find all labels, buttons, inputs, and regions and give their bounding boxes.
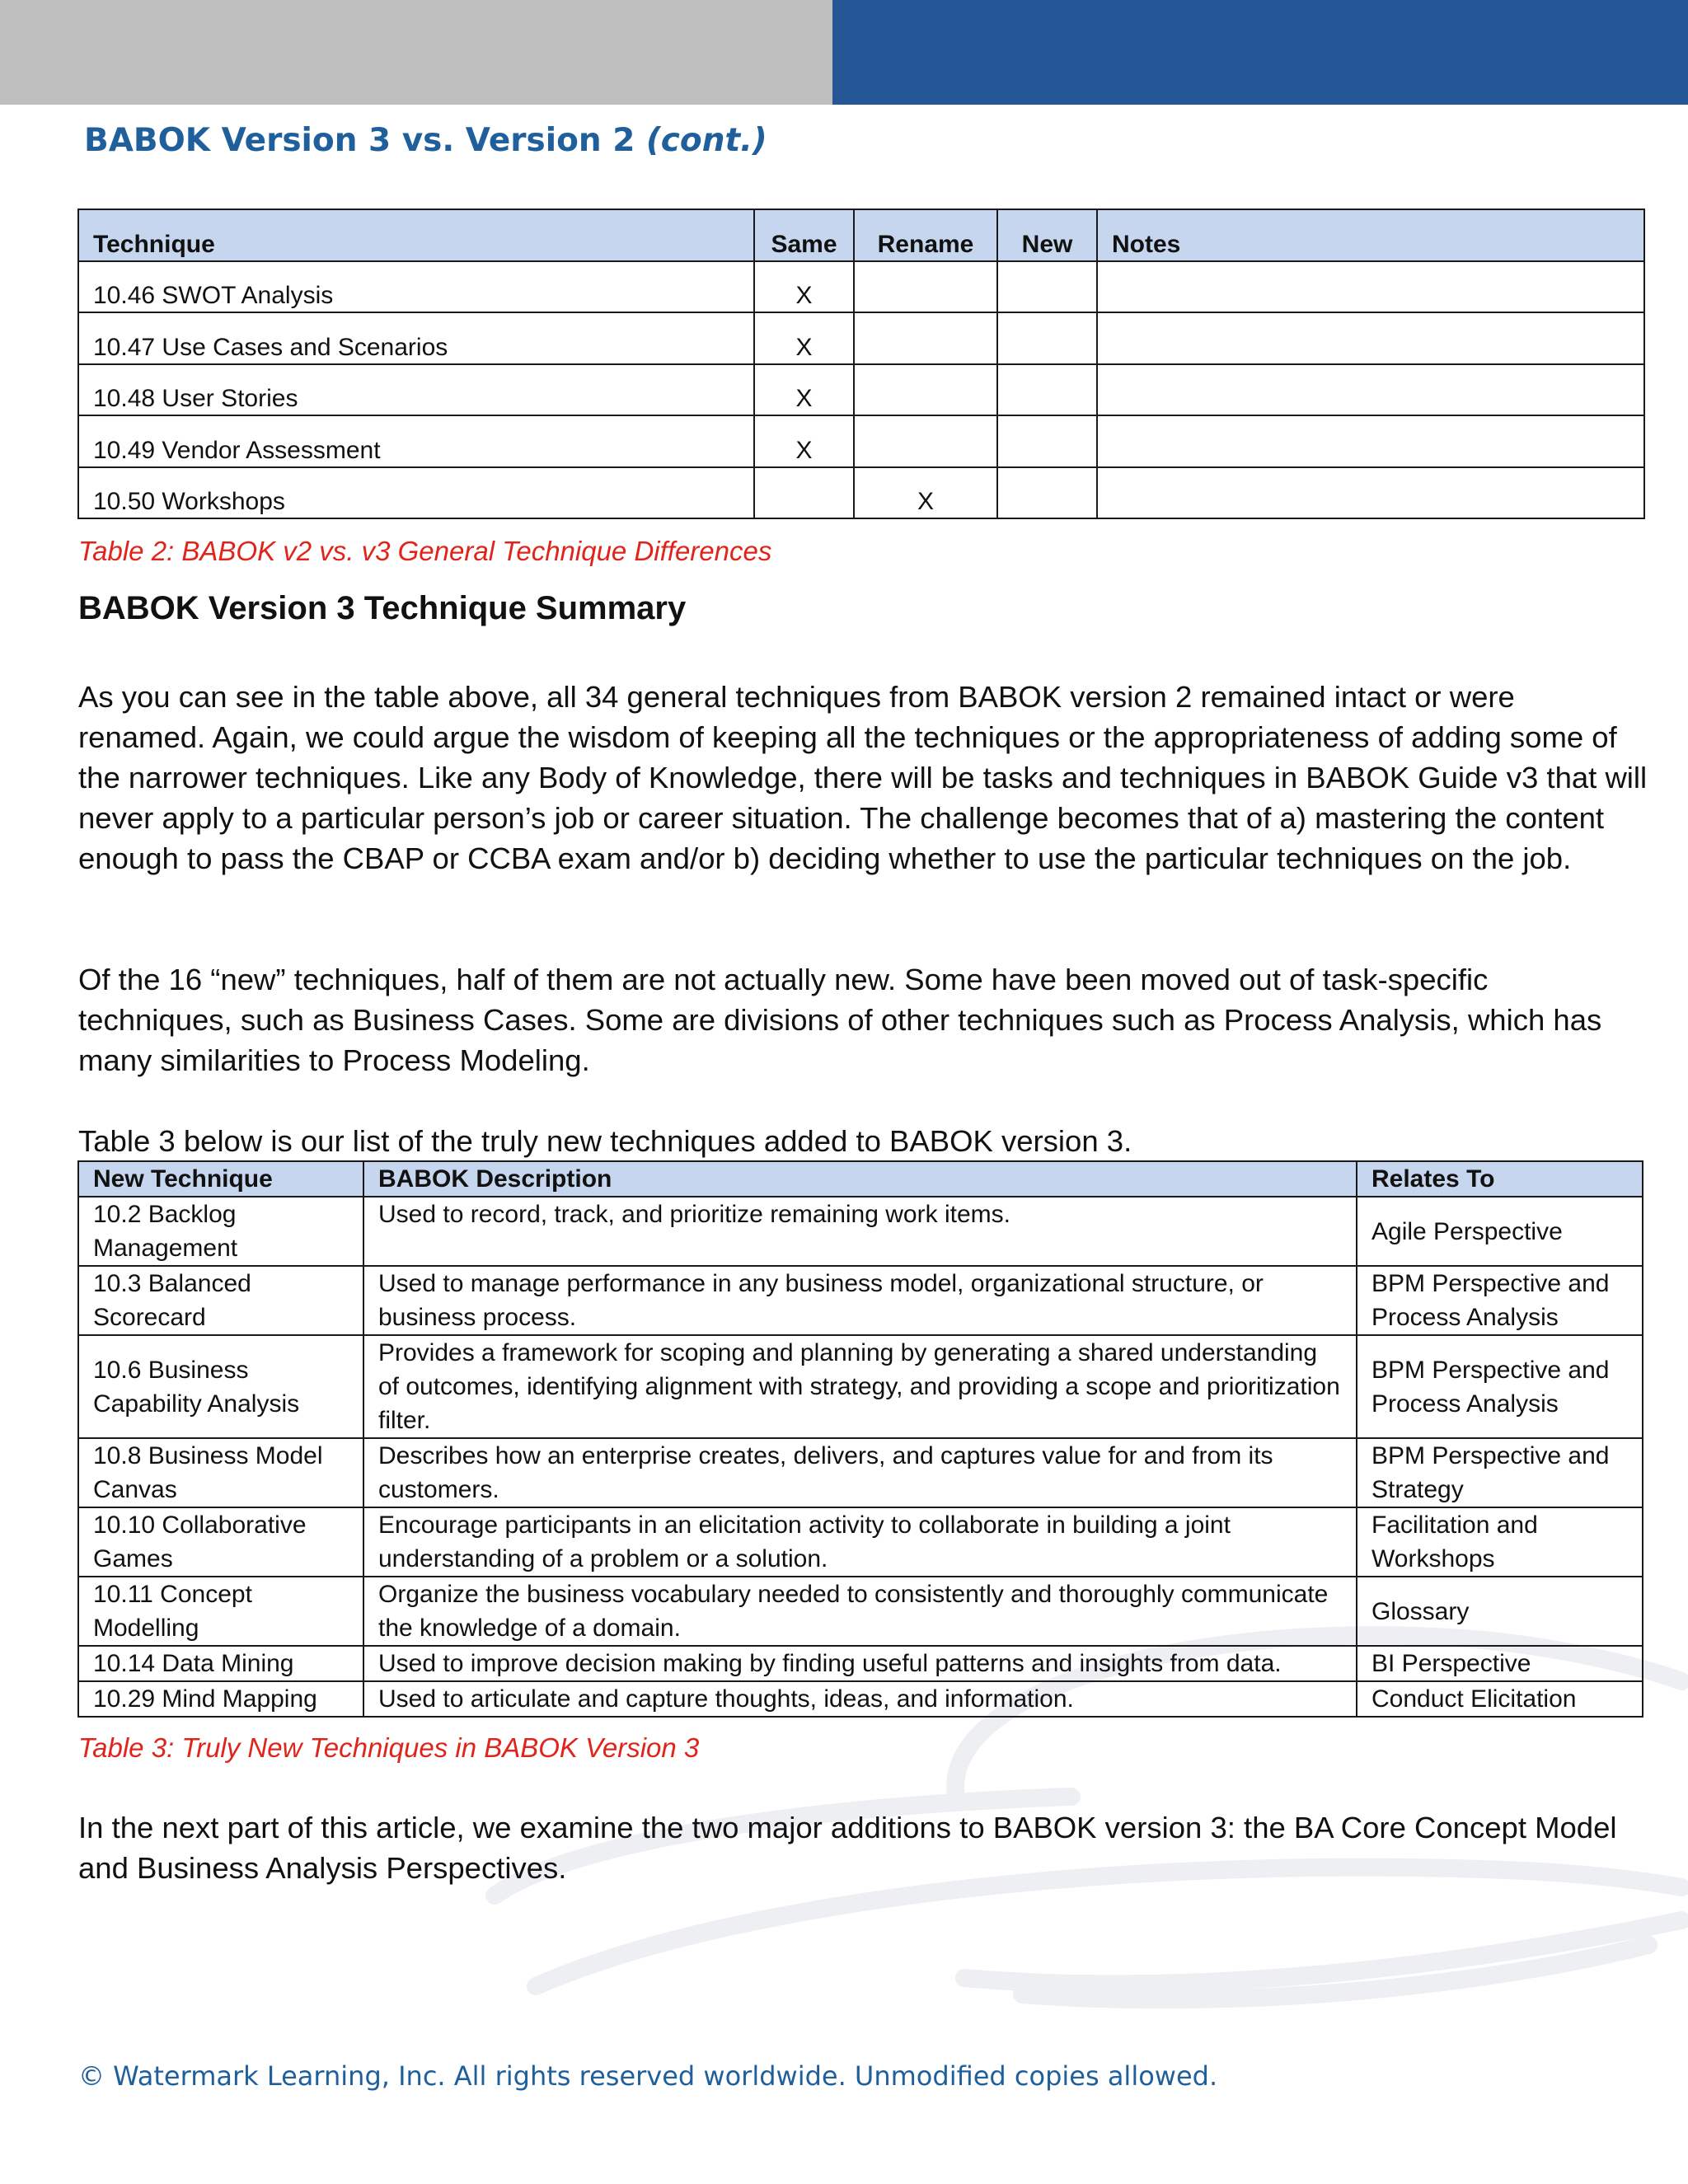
table-cell: Used to articulate and capture thoughts, ideas, and information.	[363, 1681, 1357, 1717]
column-header: New Technique	[78, 1161, 363, 1197]
table-row	[78, 1507, 1643, 1577]
copyright-footer: © Watermark Learning, Inc. All rights reserved worldwide. Unmodified copies allowed.	[78, 2060, 1218, 2092]
table-cell	[1097, 467, 1644, 519]
table-cell: X	[854, 467, 997, 519]
column-header: New	[997, 209, 1097, 261]
table-cell: 10.8 Business Model Canvas	[78, 1438, 363, 1507]
column-header: Technique	[78, 209, 754, 261]
table-cell	[997, 415, 1097, 467]
table-cell: X	[754, 261, 854, 313]
table-cell	[1097, 364, 1644, 416]
table-cell: 10.48 User Stories	[78, 364, 754, 416]
column-header: Rename	[854, 209, 997, 261]
table-cell: 10.46 SWOT Analysis	[78, 261, 754, 313]
table-row	[78, 1646, 1643, 1681]
section-heading: BABOK Version 3 Technique Summary	[78, 590, 687, 626]
new-techniques-table	[77, 1160, 1643, 1718]
table-cell: Organize the business vocabulary needed to consistently and thoroughly communicate the knowledge of a domain.	[363, 1577, 1357, 1646]
paragraph: Table 3 below is our list of the truly new techniques added to BABOK version 3.	[78, 1124, 1132, 1158]
table-cell	[1097, 415, 1644, 467]
table-row	[78, 1438, 1643, 1507]
table-cell: 10.6 Business Capability Analysis	[78, 1335, 363, 1438]
table-row	[78, 1681, 1643, 1717]
table-cell: 10.29 Mind Mapping	[78, 1681, 363, 1717]
table2-caption: Table 2: BABOK v2 vs. v3 General Technique Differences	[78, 536, 772, 566]
header-band-blue	[832, 0, 1688, 105]
table-row	[78, 1577, 1643, 1646]
column-header: Notes	[1097, 209, 1644, 261]
technique-differences-table	[77, 209, 1645, 519]
table-row	[78, 364, 1644, 416]
table-cell: 10.49 Vendor Assessment	[78, 415, 754, 467]
table-cell	[997, 312, 1097, 364]
page-title-suffix: (cont.)	[645, 122, 767, 159]
table-cell: Glossary	[1357, 1577, 1643, 1646]
table-cell	[854, 312, 997, 364]
table-cell: BPM Perspective and Process Analysis	[1357, 1335, 1643, 1438]
table-cell: Used to record, track, and prioritize remaining work items.	[363, 1197, 1357, 1266]
table-cell	[1097, 312, 1644, 364]
table-cell: Used to manage performance in any business model, organizational structure, or business process.	[363, 1266, 1357, 1335]
table-cell	[854, 364, 997, 416]
table-cell: BPM Perspective and Process Analysis	[1357, 1266, 1643, 1335]
table-header-row	[78, 1161, 1643, 1197]
table-row	[78, 1197, 1643, 1266]
table-cell: Facilitation and Workshops	[1357, 1507, 1643, 1577]
table-cell: BPM Perspective and Strategy	[1357, 1438, 1643, 1507]
paragraph: Of the 16 “new” techniques, half of them are not actually new. Some have been moved out of task-specific techniques, such as Business Cases. Some are divisions of other techniques such as Process Analysis, which has many similarities to Process Modeling.	[78, 963, 1602, 1077]
table-cell: 10.10 Collaborative Games	[78, 1507, 363, 1577]
table-row	[78, 1335, 1643, 1438]
table-row	[78, 312, 1644, 364]
table-row	[78, 1266, 1643, 1335]
table-cell	[854, 261, 997, 313]
column-header: Relates To	[1357, 1161, 1643, 1197]
column-header: Same	[754, 209, 854, 261]
column-header: BABOK Description	[363, 1161, 1357, 1197]
paragraph: As you can see in the table above, all 34 general techniques from BABOK version 2 remained intact or were renamed. Again, we could argue the wisdom of keeping all the techniques or the appropriateness of adding some of the narrower techniques. Like any Body of Knowledge, there will be tasks and techniques in BABOK Guide v3 that will never apply to a particular person’s job or career situation. The challenge becomes that of a) mastering the content enough to pass the CBAP or CCBA exam and/or b) deciding whether to use the particular techniques on the job.	[78, 680, 1648, 875]
table-cell: 10.47 Use Cases and Scenarios	[78, 312, 754, 364]
table-cell	[997, 467, 1097, 519]
table-cell	[1097, 261, 1644, 313]
table-cell: Used to improve decision making by finding useful patterns and insights from data.	[363, 1646, 1357, 1681]
table-header-row	[78, 209, 1644, 261]
table-cell: BI Perspective	[1357, 1646, 1643, 1681]
table-cell: 10.11 Concept Modelling	[78, 1577, 363, 1646]
table-cell: 10.2 Backlog Management	[78, 1197, 363, 1266]
table-cell: 10.14 Data Mining	[78, 1646, 363, 1681]
table3-caption: Table 3: Truly New Techniques in BABOK Version 3	[78, 1732, 700, 1763]
table-row	[78, 261, 1644, 313]
table-row	[78, 415, 1644, 467]
page-title: BABOK Version 3 vs. Version 2 (cont.)	[84, 122, 767, 159]
table-cell: Describes how an enterprise creates, delivers, and captures value for and from its customers.	[363, 1438, 1357, 1507]
header-band-gray	[0, 0, 832, 105]
table-cell: Provides a framework for scoping and planning by generating a shared understanding of outcomes, identifying alignment with strategy, and providing a scope and prioritization filter.	[363, 1335, 1357, 1438]
table-cell	[997, 364, 1097, 416]
table-cell	[854, 415, 997, 467]
table-cell: Encourage participants in an elicitation activity to collaborate in building a joint understanding of a problem or a solution.	[363, 1507, 1357, 1577]
table-cell: X	[754, 312, 854, 364]
table-cell	[754, 467, 854, 519]
table-row	[78, 467, 1644, 519]
table-cell: Agile Perspective	[1357, 1197, 1643, 1266]
table-cell	[997, 261, 1097, 313]
table-cell: X	[754, 364, 854, 416]
table-cell: X	[754, 415, 854, 467]
closing-paragraph: In the next part of this article, we examine the two major additions to BABOK version 3: the BA Core Concept Model and Business Analysis Perspectives.	[78, 1811, 1617, 1885]
table-cell: 10.50 Workshops	[78, 467, 754, 519]
table-cell: 10.3 Balanced Scorecard	[78, 1266, 363, 1335]
table-cell: Conduct Elicitation	[1357, 1681, 1643, 1717]
